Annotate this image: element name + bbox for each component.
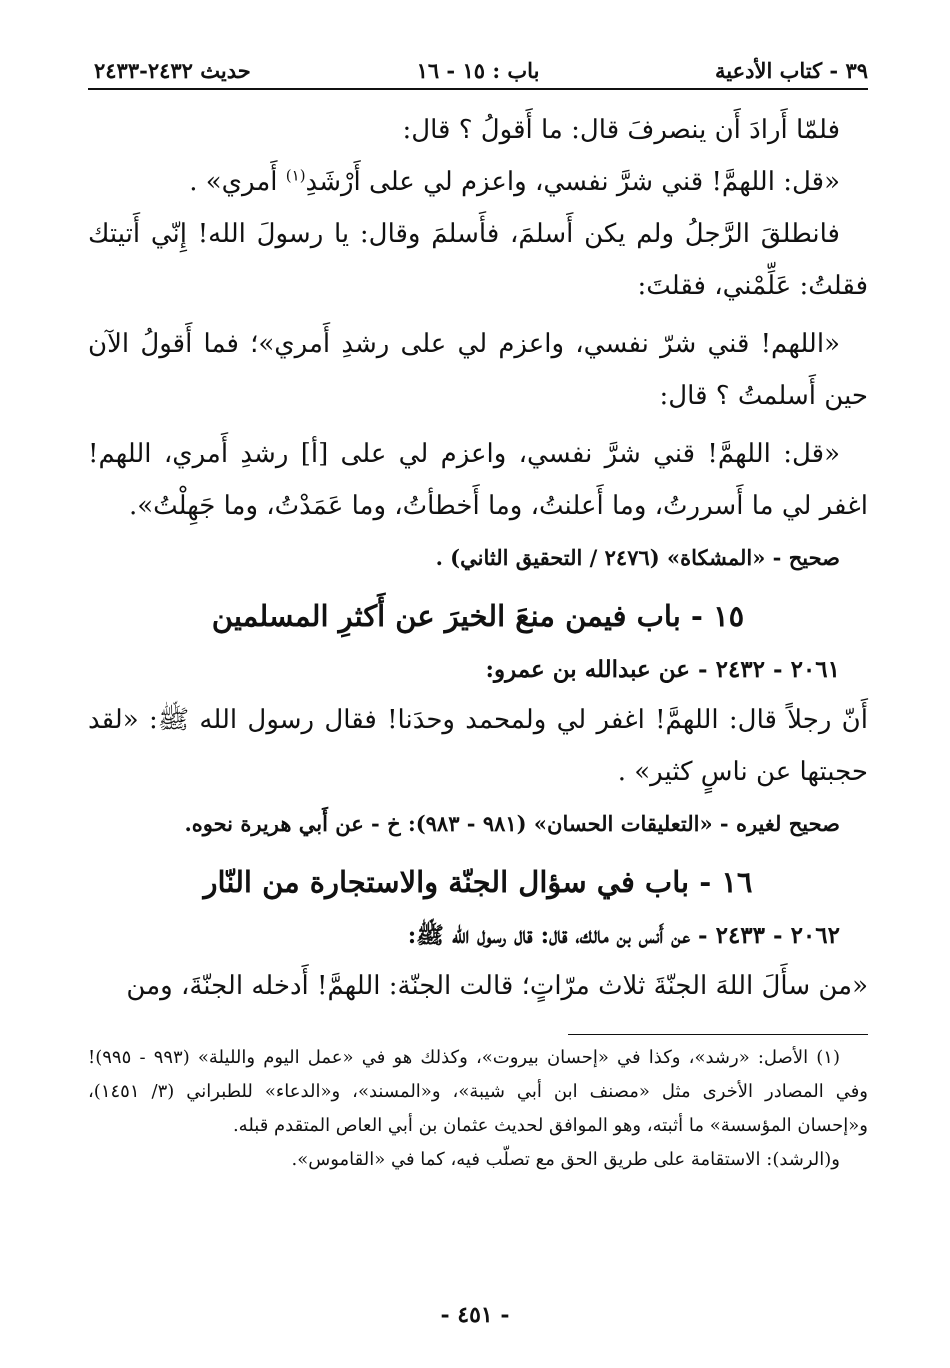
footnote: (١) الأصل: «رشد»، وكذا في «إحسان بيروت»، وكذلك هو في «عمل اليوم والليلة» (٩٩٣ - ٩٩٥)! وفي المصادر الأخرى مثل «مصنف ابن أبي شيبة»، و«المسند»، و«الدعاء» للطبراني (٣/ ١٤٥١)، و«إحسان المؤسسة» ما أثبته، وهو الموافق لحديث عثمان بن أبي العاص المتقدم قبله. bbox=[88, 1047, 868, 1136]
hadith-number: ٢٠٦٢ - ٢٤٣٣ - عن أَنس بن مالك، قال: قال رسول الله ﷺ: bbox=[407, 922, 840, 949]
main-text bbox=[88, 104, 868, 1012]
hadith-text: «من سأَلَ اللهَ الجنّةَ ثلاث مرّاتٍ؛ قالت الجنّة: اللهمَّ! أَدخله الجنّةَ، ومن bbox=[126, 971, 868, 1001]
paragraph: فلمّا أَرادَ أَن ينصرفَ قال: ما أَقولُ ؟ قال: bbox=[402, 115, 840, 145]
bab-title: ١٥ - باب فيمن منعَ الخيرَ عن أَكثرِ المسلمين bbox=[211, 599, 745, 633]
paragraph: «قل: اللهمَّ! قني شرَّ نفسي، واعزم لي على [أ] رشدِ أَمري، اللهم! اغفر لي ما أَسررتُ، وما أَعلنتُ، وما أَخطأتُ، وما عَمَدْتُ، وما جَهِلْتُ». bbox=[88, 439, 868, 521]
chapter-title: ٣٩ - كتاب الأدعية bbox=[714, 58, 868, 83]
footnotes bbox=[88, 1041, 868, 1177]
footnote-divider bbox=[568, 1034, 868, 1035]
running-header bbox=[88, 48, 868, 90]
page-number: - ٤٥١ - bbox=[440, 1302, 510, 1328]
hadith-text: أَنّ رجلاً قال: اللهمَّ! اغفر لي ولمحمد وحدَنا! فقال رسول الله ﷺ: «لقد حجبتها عن ناسٍ كثير» . bbox=[88, 705, 868, 787]
paragraph: فانطلقَ الرَّجلُ ولم يكن أَسلمَ، فأَسلمَ وقال: يا رسولَ الله! إِنّي أَتيتك فقلتُ: عَلِّمْني، فقلتَ: bbox=[88, 219, 868, 301]
book-page bbox=[88, 48, 868, 1177]
paragraph bbox=[88, 156, 868, 208]
hadith-range: حديث ٢٤٣٢-٢٤٣٣ bbox=[94, 58, 251, 83]
hadith-grade: صحيح - «المشكاة» (٢٤٧٦ / التحقيق الثاني) . bbox=[435, 545, 840, 570]
paragraph: «اللهم! قني شرّ نفسي، واعزم لي على رشدِ أَمري»؛ فما أَقولُ الآن حين أَسلمتُ ؟ قال: bbox=[88, 329, 868, 411]
quote-text: «قل: اللهمَّ! قني شرَّ نفسي، واعزم لي على أَرْشَدِ bbox=[305, 167, 840, 197]
quote-text: أَمري» . bbox=[189, 167, 286, 197]
bab-range: باب : ١٥ - ١٦ bbox=[416, 58, 540, 83]
hadith-grade: صحيح لغيره - «التعليقات الحسان» (٩٨١ - ٩٨٣): خ - عن أَبي هريرة نحوه. bbox=[184, 811, 840, 836]
footnote-marker: (١) bbox=[285, 166, 306, 185]
hadith-number: ٢٠٦١ - ٢٤٣٢ - عن عبدالله بن عمرو: bbox=[485, 656, 840, 683]
footnote: و(الرشد): الاستقامة على طريق الحق مع تصلّب فيه، كما في «القاموس». bbox=[291, 1149, 840, 1170]
bab-title: ١٦ - باب في سؤال الجنّة والاستجارة من النّار bbox=[203, 865, 753, 899]
